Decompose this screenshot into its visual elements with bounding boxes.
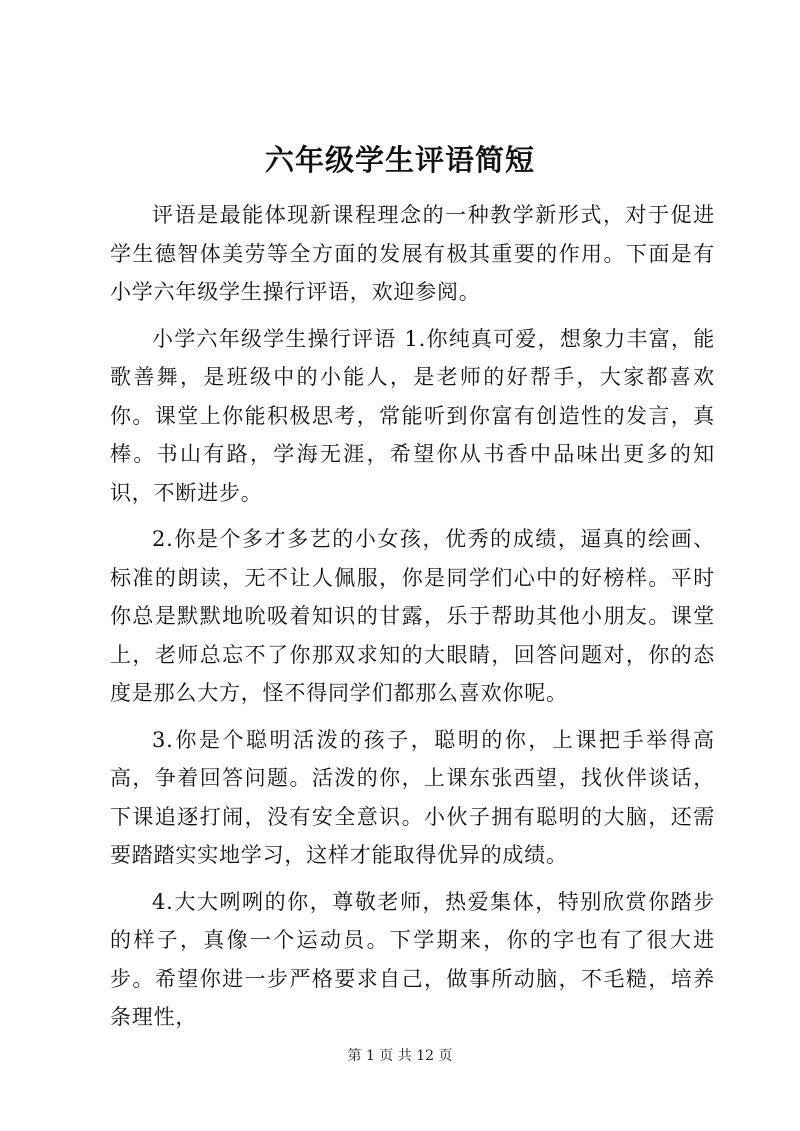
document-body <box>110 196 715 1045</box>
comment-paragraph-2: 2.你是个多才多艺的小女孩，优秀的成绩，逼真的绘画、标准的朗读，无不让人佩服，你是同学们心中的好榜样。平时你总是默默地吮吸着知识的甘露，乐于帮助其他小朋友。课堂上，老师总忘不了你那双求知的大眼睛，回答问题对，你的态度是那么大方，怪不得同学们都那么喜欢你呢。 <box>110 527 715 705</box>
page-number-footer: 第 1 页 共 12 页 <box>347 1048 453 1064</box>
comment-paragraph-3: 3.你是个聪明活泼的孩子，聪明的你，上课把手举得高高，争着回答问题。活泼的你，上课东张西望，找伙伴谈话，下课追逐打闹，没有安全意识。小伙子拥有聪明的大脑，还需要踏踏实实地学习，这样才能取得优异的成绩。 <box>110 727 715 867</box>
comment-paragraph-4: 4.大大咧咧的你，尊敬老师，热爱集体，特别欣赏你踏步的样子，真像一个运动员。下学期来，你的字也有了很大进步。希望你进一步严格要求自己，做事所动脑，不毛糙，培养条理性， <box>110 889 715 1029</box>
document-title: 六年级学生评语简短 <box>264 143 535 177</box>
intro-paragraph: 评语是最能体现新课程理念的一种教学新形式，对于促进学生德智体美劳等全方面的发展有极其重要的作用。下面是有小学六年级学生操行评语，欢迎参阅。 <box>110 203 715 304</box>
comment-paragraph-1: 小学六年级学生操行评语 1.你纯真可爱，想象力丰富，能歌善舞，是班级中的小能人，是老师的好帮手，大家都喜欢你。课堂上你能积极思考，常能听到你富有创造性的发言，真棒。书山有路，学海无涯，希望你从书香中品味出更多的知识，不断进步。 <box>110 326 715 505</box>
